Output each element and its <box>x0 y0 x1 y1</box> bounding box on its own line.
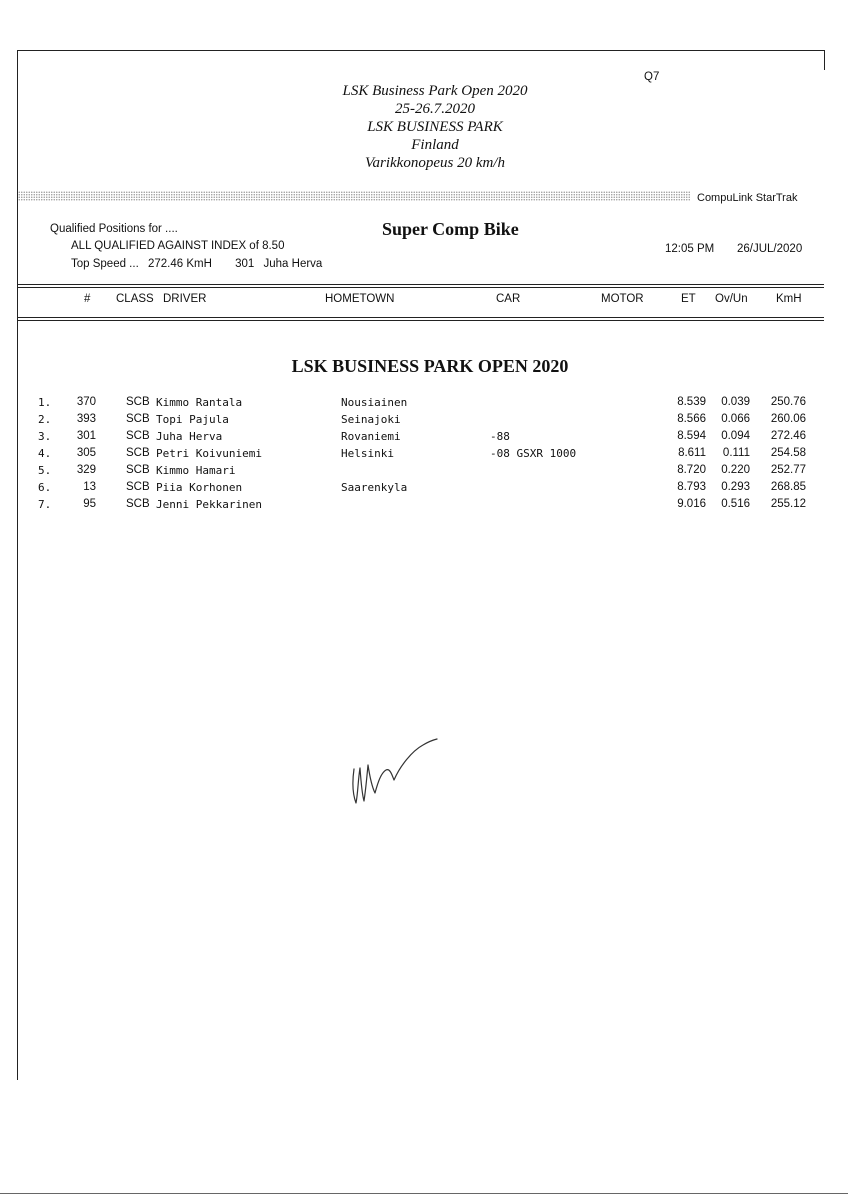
row-ovun: 0.516 <box>721 498 750 510</box>
row-ovun: 0.111 <box>722 447 750 459</box>
qualified-label: Qualified Positions for .... <box>50 223 178 235</box>
row-class: SCB <box>126 413 150 425</box>
row-hometown: Nousiainen <box>341 396 408 409</box>
row-et: 8.594 <box>677 430 706 442</box>
row-driver: Kimmo Rantala <box>156 396 243 409</box>
class-title: Super Comp Bike <box>382 219 519 239</box>
col-header-driver: DRIVER <box>163 293 207 305</box>
system-name: CompuLink StarTrak <box>697 192 798 204</box>
event-note: Varikkonopeus 20 km/h <box>365 155 505 171</box>
row-number: 95 <box>83 498 96 510</box>
row-ovun: 0.066 <box>721 413 750 425</box>
row-number: 393 <box>76 413 96 425</box>
row-driver: Topi Pajula <box>156 413 229 426</box>
event-country: Finland <box>411 137 459 153</box>
top-speed-line <box>71 258 322 270</box>
col-header-class: CLASS <box>116 293 154 305</box>
table-row <box>0 430 848 447</box>
row-car: -08 GSXR 1000 <box>490 447 577 460</box>
row-hometown: Seinajoki <box>341 413 401 426</box>
right-border <box>824 50 825 70</box>
q-code: Q7 <box>644 71 660 83</box>
row-ovun: 0.094 <box>721 430 750 442</box>
row-et: 8.539 <box>677 396 706 408</box>
row-number: 13 <box>83 481 96 493</box>
row-class: SCB <box>126 447 150 459</box>
top-speed-label: Top Speed ... <box>71 258 139 270</box>
row-driver: Petri Koivuniemi <box>156 447 262 460</box>
row-position: 1. <box>38 396 52 409</box>
table-row <box>0 447 848 464</box>
row-et: 9.016 <box>677 498 706 510</box>
row-ovun: 0.220 <box>721 464 750 476</box>
col-header-hometown: HOMETOWN <box>325 293 395 305</box>
top-speed-driver: Juha Herva <box>263 258 323 270</box>
row-driver: Jenni Pekkarinen <box>156 498 262 511</box>
row-kmh: 268.85 <box>770 481 806 493</box>
row-kmh: 250.76 <box>770 396 806 408</box>
row-kmh: 252.77 <box>770 464 806 476</box>
left-border <box>17 50 18 1080</box>
row-et: 8.566 <box>677 413 706 425</box>
top-speed-value: 272.46 KmH <box>147 258 212 270</box>
row-number: 329 <box>76 464 96 476</box>
event-title-block <box>285 82 585 172</box>
header-rule-top-2 <box>18 287 824 288</box>
event-name: LSK Business Park Open 2020 <box>342 83 528 99</box>
row-class: SCB <box>126 464 150 476</box>
row-et: 8.793 <box>677 481 706 493</box>
row-kmh: 255.12 <box>770 498 806 510</box>
row-hometown: Rovaniemi <box>341 430 401 443</box>
row-kmh: 272.46 <box>770 430 806 442</box>
row-position: 4. <box>38 447 52 460</box>
table-row <box>0 498 848 515</box>
col-header-kmh: KmH <box>776 293 802 305</box>
row-hometown: Saarenkyla <box>341 481 408 494</box>
top-border <box>18 50 824 51</box>
row-driver: Piia Korhonen <box>156 481 243 494</box>
row-class: SCB <box>126 498 150 510</box>
col-header-motor: MOTOR <box>601 293 644 305</box>
event-venue: LSK BUSINESS PARK <box>367 119 503 135</box>
row-number: 305 <box>76 447 96 459</box>
index-line: ALL QUALIFIED AGAINST INDEX of 8.50 <box>71 240 285 252</box>
row-ovun: 0.293 <box>721 481 750 493</box>
row-number: 370 <box>76 396 96 408</box>
row-ovun: 0.039 <box>721 396 750 408</box>
bottom-edge <box>0 1193 848 1194</box>
row-class: SCB <box>126 430 150 442</box>
row-hometown: Helsinki <box>341 447 394 460</box>
top-speed-car: 301 <box>235 258 255 270</box>
event-dates: 25-26.7.2020 <box>395 101 475 117</box>
report-date: 26/JUL/2020 <box>737 243 803 255</box>
row-position: 6. <box>38 481 52 494</box>
row-position: 3. <box>38 430 52 443</box>
table-row <box>0 464 848 481</box>
row-position: 7. <box>38 498 52 511</box>
header-rule-bottom-1 <box>18 317 824 318</box>
col-header-num: # <box>84 293 91 305</box>
header-rule-top-1 <box>18 284 824 285</box>
report-time: 12:05 PM <box>665 243 715 255</box>
row-kmh: 260.06 <box>770 413 806 425</box>
table-row <box>0 413 848 430</box>
row-kmh: 254.58 <box>770 447 806 459</box>
row-driver: Juha Herva <box>156 430 223 443</box>
col-header-ovun: Ov/Un <box>715 293 748 305</box>
row-class: SCB <box>126 396 150 408</box>
table-row <box>0 481 848 498</box>
row-position: 2. <box>38 413 52 426</box>
row-number: 301 <box>76 430 96 442</box>
header-rule-bottom-2 <box>18 320 824 321</box>
row-position: 5. <box>38 464 52 477</box>
row-class: SCB <box>126 481 150 493</box>
row-car: -88 <box>490 430 510 443</box>
col-header-et: ET <box>681 293 696 305</box>
row-et: 8.720 <box>677 464 706 476</box>
section-title: LSK BUSINESS PARK OPEN 2020 <box>291 356 569 376</box>
row-et: 8.611 <box>678 447 706 459</box>
dotted-band <box>18 191 690 201</box>
col-header-car: CAR <box>496 293 521 305</box>
row-driver: Kimmo Hamari <box>156 464 236 477</box>
table-row <box>0 396 848 413</box>
signature <box>345 735 445 815</box>
